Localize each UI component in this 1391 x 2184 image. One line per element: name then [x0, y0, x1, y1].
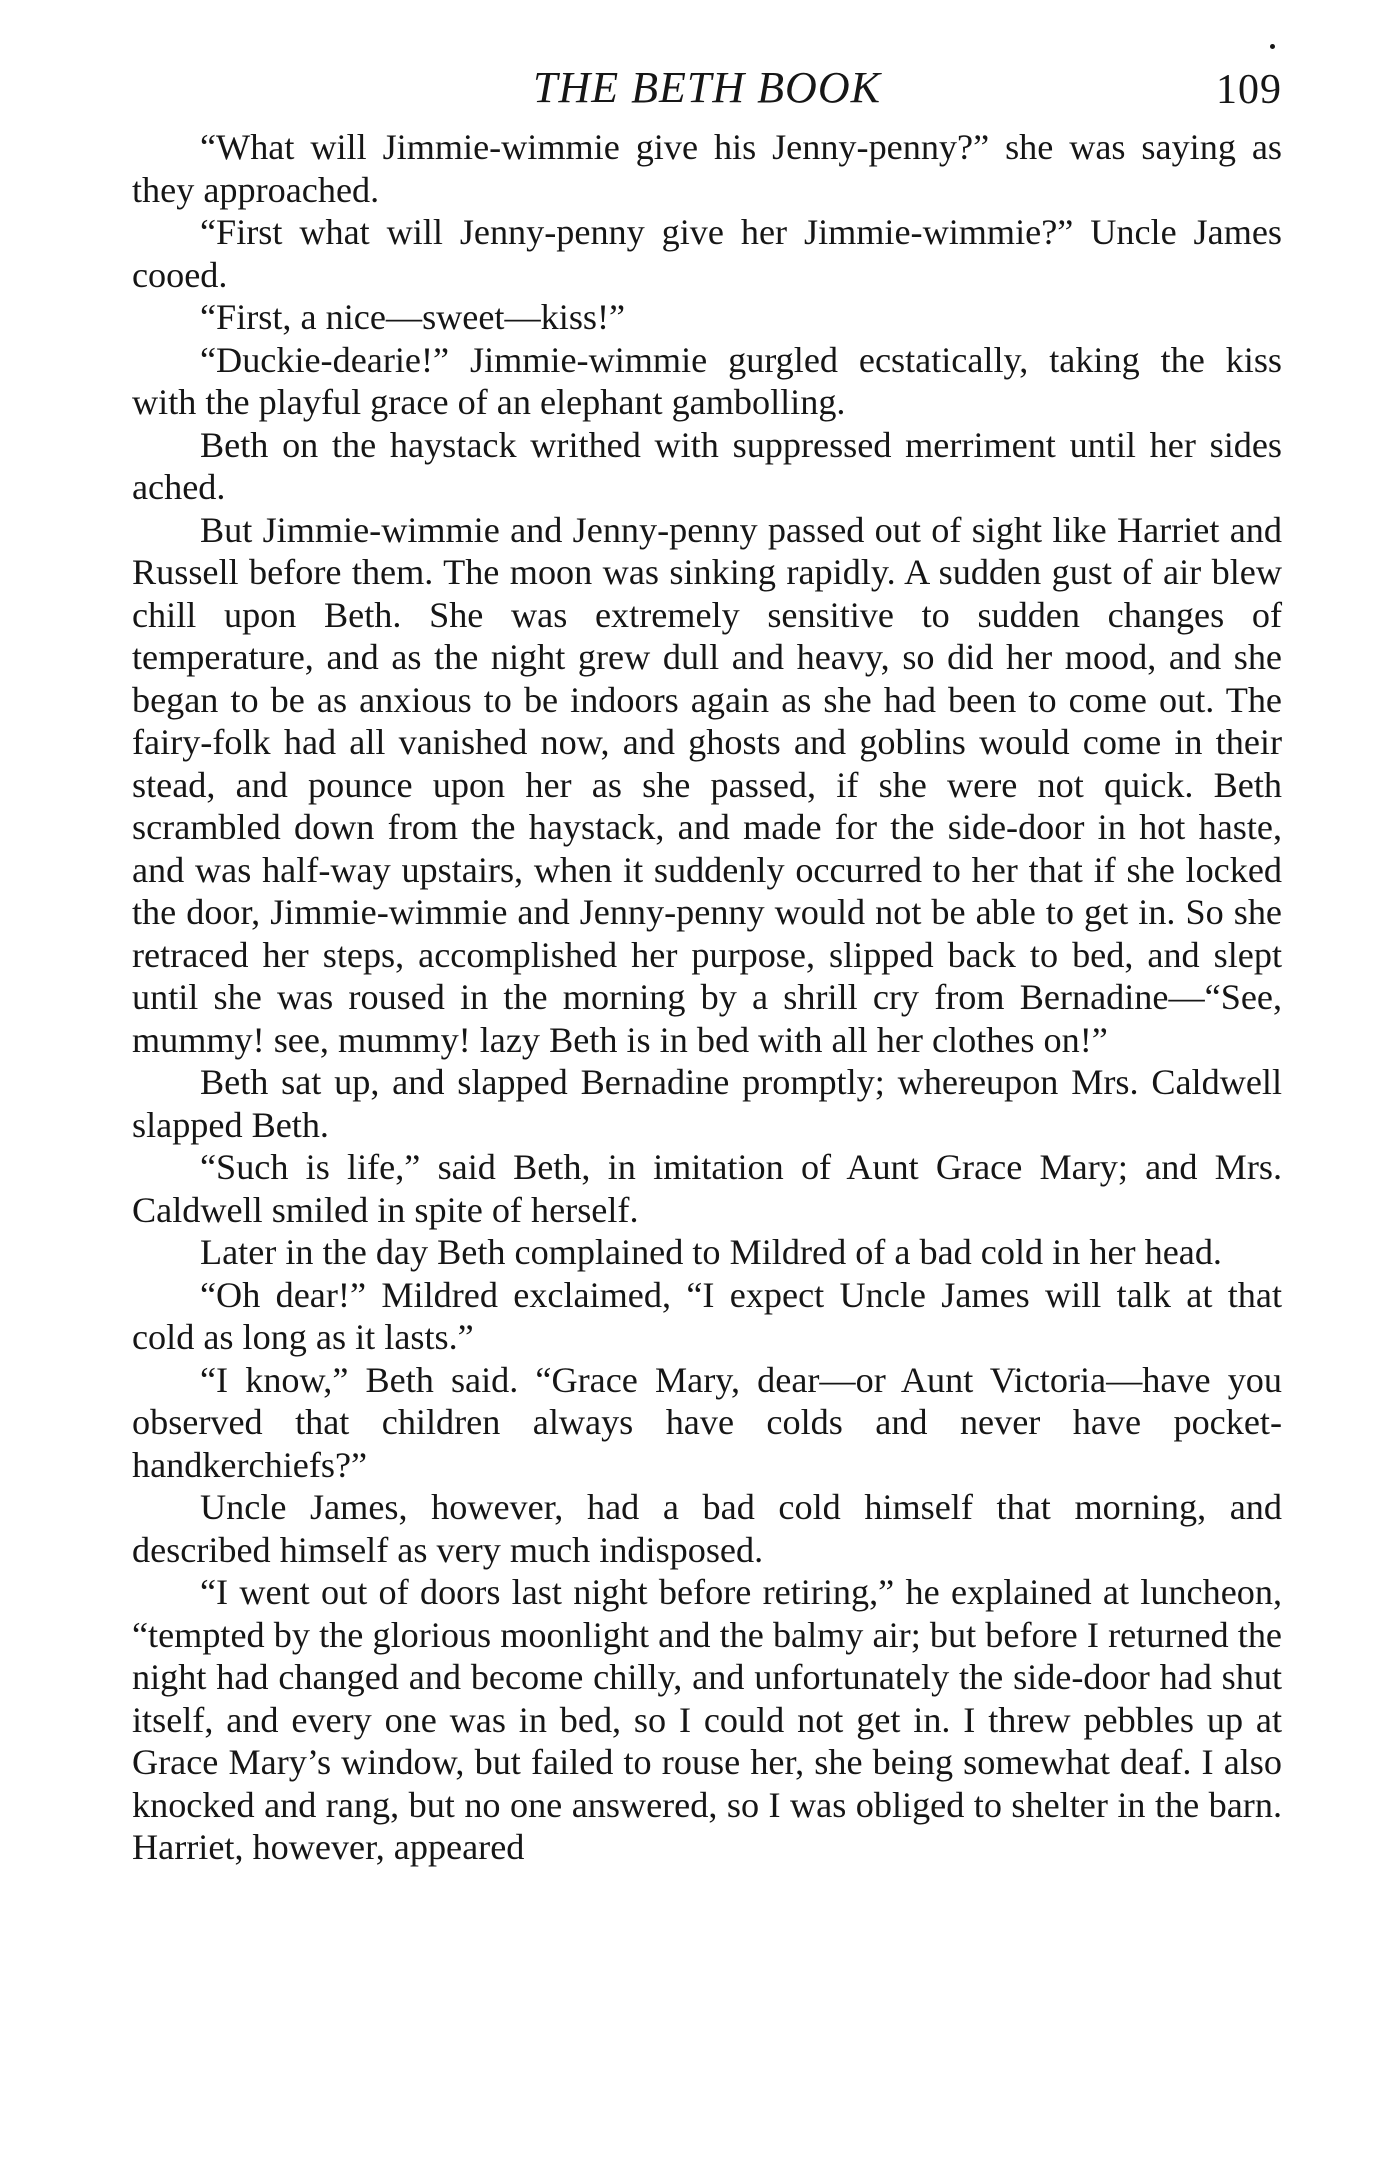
- paragraph: “Such is life,” said Beth, in imitation of Aunt Grace Mary; and Mrs. Caldwell smiled in spite of herself.: [132, 1147, 1282, 1230]
- running-title: THE BETH BOOK: [533, 63, 881, 112]
- page-number: 109: [1216, 67, 1282, 113]
- paragraph: “First what will Jenny-penny give her Jimmie-wimmie?” Uncle James cooed.: [132, 212, 1282, 295]
- running-header: [132, 58, 1282, 118]
- print-mark: [1270, 44, 1275, 49]
- paragraph: “First, a nice—sweet—kiss!”: [200, 297, 626, 337]
- paragraph: “I went out of doors last night before retiring,” he explained at luncheon, “tempted by the glorious moonlight and the balmy air; but before I returned the night had changed and become chilly, and unfortunately the side-door had shut itself, and every one was in bed, so I could not get in. I threw pebbles up at Grace Mary’s window, but failed to rouse her, she being somewhat deaf. I also knocked and rang, but no one answered, so I was obliged to shelter in the barn. Harriet, however, appeared: [132, 1572, 1282, 1867]
- paragraph: Uncle James, however, had a bad cold himself that morning, and described himself as very much indisposed.: [132, 1487, 1282, 1570]
- paragraph: Beth on the haystack writhed with suppressed merriment until her sides ached.: [132, 424, 1282, 507]
- paragraph: But Jimmie-wimmie and Jenny-penny passed out of sight like Harriet and Russell before them. The moon was sinking rapidly. A sudden gust of air blew chill upon Beth. She was extremely sensitive to sudden changes of temperature, and as the night grew dull and heavy, so did her mood, and she began to be as anxious to be indoors again as she had been to come out. The fairy-folk had all vanished now, and ghosts and goblins would come in their stead, and pounce upon her as she passed, if she were not quick. Beth scrambled down from the haystack, and made for the side-door in hot haste, and was half-way upstairs, when it suddenly occurred to her that if she locked the door, Jimmie-wimmie and Jenny-penny would not be able to get in. So she retraced her steps, accomplished her purpose, slipped back to bed, and slept until she was roused in the morning by a shrill cry from Bernadine—“See, mummy! see, mummy! lazy Beth is in bed with all her clothes on!”: [132, 509, 1282, 1060]
- paragraph: “What will Jimmie-wimmie give his Jenny-penny?” she was saying as they approached.: [132, 127, 1282, 210]
- body-text: [132, 126, 1282, 1869]
- paragraph: “Duckie-dearie!” Jimmie-wimmie gurgled ecstatically, taking the kiss with the playful grace of an elephant gambolling.: [132, 339, 1282, 422]
- paragraph: Beth sat up, and slapped Bernadine promptly; whereupon Mrs. Caldwell slapped Beth.: [132, 1062, 1282, 1145]
- paragraph: Later in the day Beth complained to Mildred of a bad cold in her head.: [200, 1232, 1222, 1272]
- paragraph: “I know,” Beth said. “Grace Mary, dear—or Aunt Victoria—have you observed that children always have colds and never have pocket-handkerchiefs?”: [132, 1359, 1282, 1485]
- paragraph: “Oh dear!” Mildred exclaimed, “I expect Uncle James will talk at that cold as long as it lasts.”: [132, 1274, 1282, 1357]
